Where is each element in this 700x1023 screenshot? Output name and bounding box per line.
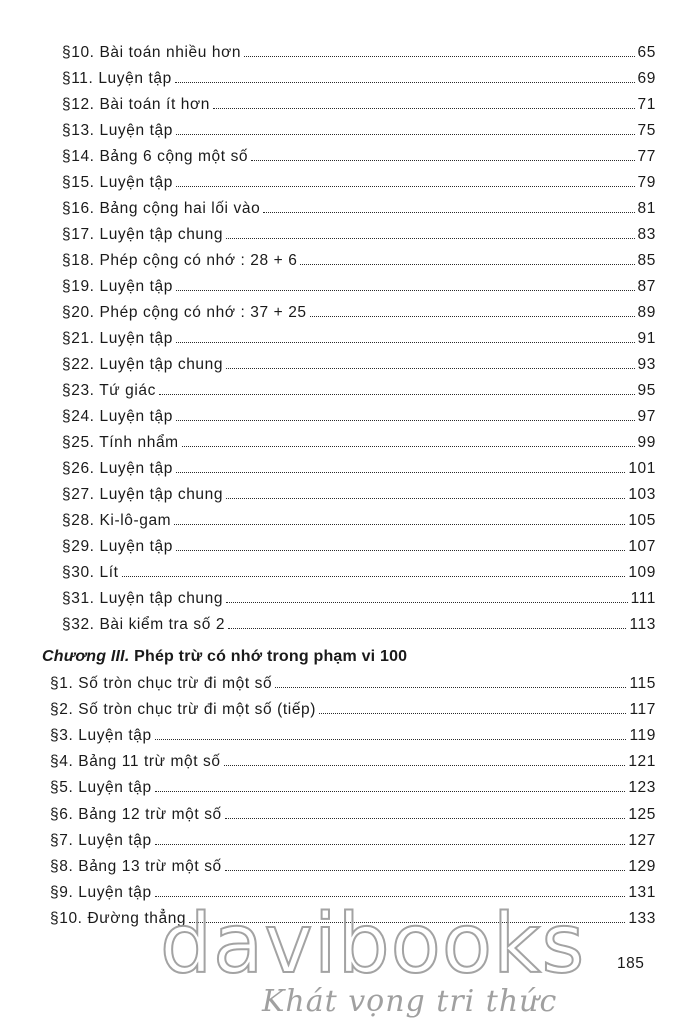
toc-entry <box>62 44 656 62</box>
toc-dot-leader <box>176 420 635 421</box>
toc-entry-page: 127 <box>628 831 656 849</box>
toc-entry-title: §30. Lít <box>62 564 119 581</box>
toc-entry-page: 115 <box>629 675 656 692</box>
toc-entry-page: 123 <box>628 779 656 797</box>
toc-entry <box>50 675 656 693</box>
toc-entry-title: §28. Ki-lô-gam <box>62 512 172 529</box>
toc-entry <box>50 806 656 824</box>
toc-entry-page: 77 <box>637 148 656 165</box>
toc-entry-title: §11. Luyện tập <box>62 70 172 87</box>
toc-dot-leader <box>155 791 626 792</box>
toc-entry <box>50 832 656 850</box>
toc-entry-page: 65 <box>637 44 656 61</box>
toc-entry-title: §4. Bảng 11 trừ một số <box>50 753 221 771</box>
toc-entry-page: 103 <box>628 486 656 503</box>
toc-entry <box>50 701 656 719</box>
toc-dot-leader <box>155 844 626 845</box>
toc-entry <box>62 538 656 556</box>
toc-dot-leader <box>213 108 635 109</box>
toc-entry <box>62 70 656 88</box>
toc-entry-title: §12. Bài toán ít hơn <box>62 96 210 113</box>
toc-dot-leader <box>155 739 627 740</box>
toc-entry <box>50 858 656 876</box>
toc-entry-title: §6. Bảng 12 trừ một số <box>50 805 222 823</box>
toc-entry-title: §13. Luyện tập <box>62 122 173 139</box>
toc-entry-title: §15. Luyện tập <box>62 174 173 191</box>
toc-dot-leader <box>174 524 625 525</box>
toc-entry <box>50 753 656 771</box>
toc-dot-leader <box>251 160 634 161</box>
toc-entry-title: §22. Luyện tập chung <box>62 356 224 373</box>
toc-entry-title: §32. Bài kiểm tra số 2 <box>62 616 226 633</box>
toc-entry <box>62 148 656 166</box>
toc-dot-leader <box>176 342 635 343</box>
toc-entry-page: 105 <box>628 512 656 529</box>
toc-entry-title: §14. Bảng 6 cộng một số <box>62 148 249 165</box>
chapter-heading <box>42 648 407 666</box>
toc-entry-title: §9. Luyện tập <box>50 883 152 901</box>
toc-entry <box>62 174 656 192</box>
toc-dot-leader <box>225 870 626 871</box>
watermark-brand: davibooks <box>160 897 586 992</box>
toc-entry-title: §10. Đường thẳng <box>50 909 187 927</box>
toc-dot-leader <box>300 264 634 265</box>
toc-dot-leader <box>176 550 625 551</box>
toc-entry-page: 119 <box>629 727 656 745</box>
toc-dot-leader <box>244 56 634 57</box>
toc-entry-page: 111 <box>630 590 656 607</box>
toc-dot-leader <box>226 368 634 369</box>
toc-entry-title: §5. Luyện tập <box>50 779 152 797</box>
toc-dot-leader <box>176 472 625 473</box>
toc-dot-leader <box>226 238 634 239</box>
toc-dot-leader <box>175 82 635 83</box>
toc-entry-title: §7. Luyện tập <box>50 831 152 849</box>
toc-entry-title: §26. Luyện tập <box>62 460 173 477</box>
toc-dot-leader <box>176 186 635 187</box>
toc-entry-title: §20. Phép cộng có nhớ : 37 + 25 <box>62 304 307 321</box>
toc-entry-title: §25. Tính nhẩm <box>62 434 179 451</box>
toc-entry-page: 89 <box>637 304 656 321</box>
toc-entry-title: §16. Bảng cộng hai lối vào <box>62 200 261 217</box>
toc-entry <box>62 96 656 114</box>
toc-entry <box>62 460 656 478</box>
toc-entry-title: §21. Luyện tập <box>62 330 173 347</box>
toc-entry-page: 69 <box>637 70 656 87</box>
toc-entry <box>62 252 656 270</box>
toc-entry-page: 107 <box>628 538 656 555</box>
toc-entry-page: 79 <box>637 174 656 191</box>
toc-entry-title: §29. Luyện tập <box>62 538 173 555</box>
toc-entry-title: §31. Luyện tập chung <box>62 590 224 607</box>
toc-entry-page: 71 <box>637 96 656 113</box>
toc-entry-page: 99 <box>637 434 656 451</box>
toc-entry <box>62 408 656 426</box>
toc-entry <box>62 356 656 374</box>
toc-entry-title: §3. Luyện tập <box>50 727 152 745</box>
toc-entry-title: §8. Bảng 13 trừ một số <box>50 857 222 875</box>
toc-dot-leader <box>224 765 626 766</box>
page-number: 185 <box>617 955 645 972</box>
toc-entry-page: 121 <box>628 753 656 771</box>
toc-entry <box>62 616 656 634</box>
toc-entry-page: 113 <box>629 616 656 633</box>
toc-dot-leader <box>275 687 626 688</box>
toc-dot-leader <box>228 628 626 629</box>
toc-entry-page: 101 <box>628 460 656 477</box>
toc-entry <box>62 330 656 348</box>
toc-entry-page: 133 <box>628 909 656 927</box>
toc-entry-page: 95 <box>637 382 656 399</box>
toc-dot-leader <box>122 576 626 577</box>
toc-entry-page: 83 <box>637 226 656 243</box>
toc-entry-page: 91 <box>637 330 656 347</box>
toc-entry-page: 117 <box>629 701 656 719</box>
toc-entry-page: 129 <box>628 857 656 875</box>
toc-entry-title: §10. Bài toán nhiều hơn <box>62 44 242 61</box>
toc-entry <box>62 434 656 452</box>
toc-entry-title: §17. Luyện tập chung <box>62 226 224 243</box>
toc-entry-page: 75 <box>637 122 656 139</box>
toc-entry <box>62 200 656 218</box>
toc-dot-leader <box>176 290 635 291</box>
toc-entry-title: §18. Phép cộng có nhớ : 28 + 6 <box>62 252 298 269</box>
toc-dot-leader <box>182 446 635 447</box>
toc-dot-leader <box>176 134 635 135</box>
toc-entry-page: 97 <box>637 408 656 425</box>
toc-entry-page: 81 <box>637 200 656 217</box>
toc-entry <box>50 727 656 745</box>
toc-entry-page: 109 <box>628 564 656 581</box>
toc-dot-leader <box>226 602 628 603</box>
toc-entry-page: 131 <box>628 883 656 901</box>
toc-entry-title: §24. Luyện tập <box>62 408 173 425</box>
toc-entry-title: §19. Luyện tập <box>62 278 173 295</box>
chapter-number: Chương III. <box>42 648 130 665</box>
toc-entry <box>62 304 656 322</box>
toc-entry-title: §2. Số tròn chục trừ đi một số (tiếp) <box>50 701 317 719</box>
toc-entry-page: 85 <box>637 252 656 269</box>
toc-entry <box>62 486 656 504</box>
toc-dot-leader <box>263 212 634 213</box>
toc-entry-title: §23. Tứ giác <box>62 382 156 399</box>
toc-entry <box>62 226 656 244</box>
toc-entry-page: 87 <box>637 278 656 295</box>
toc-entry <box>62 278 656 296</box>
toc-entry-page: 93 <box>637 356 656 373</box>
toc-entry <box>62 512 656 530</box>
watermark-slogan: Khát vọng tri thức <box>262 984 558 1019</box>
toc-dot-leader <box>319 713 626 714</box>
toc-dot-leader <box>225 818 626 819</box>
toc-entry <box>62 382 656 400</box>
toc-entry-title: §1. Số tròn chục trừ đi một số <box>50 675 273 692</box>
toc-entry <box>62 564 656 582</box>
toc-entry <box>62 122 656 140</box>
chapter-title: Phép trừ có nhớ trong phạm vi 100 <box>129 648 408 665</box>
toc-dot-leader <box>310 316 635 317</box>
toc-entry <box>62 590 656 608</box>
toc-dot-leader <box>159 394 635 395</box>
toc-entry <box>50 779 656 797</box>
toc-entry-title: §27. Luyện tập chung <box>62 486 224 503</box>
toc-entry-page: 125 <box>628 805 656 823</box>
toc-dot-leader <box>226 498 625 499</box>
